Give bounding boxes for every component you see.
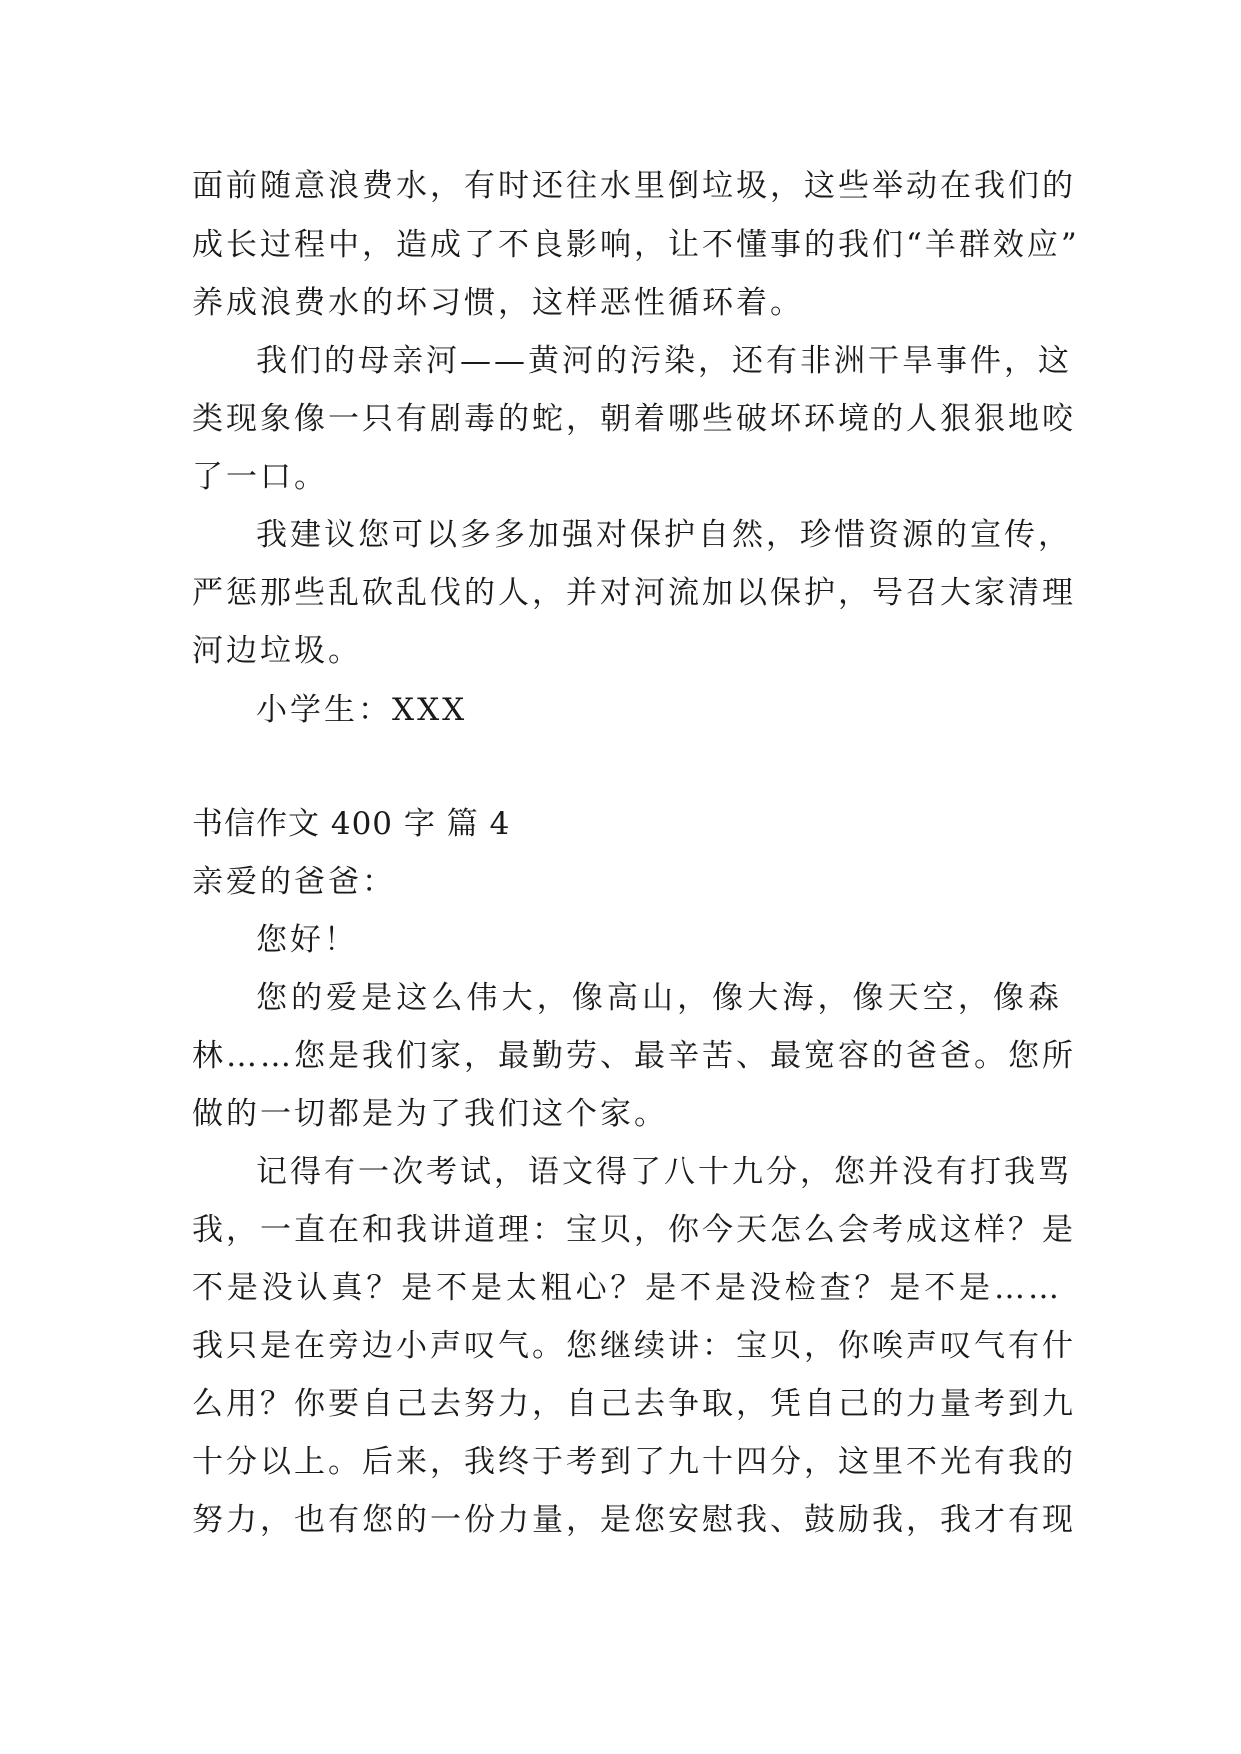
paragraph-line: 面前随意浪费水，有时还往水里倒垃圾，这些举动在我们的	[192, 168, 1076, 204]
paragraph-line: 类现象像一只有剧毒的蛇，朝着哪些破坏环境的人狠狠地咬	[192, 401, 1076, 437]
paragraph-line: 您的爱是这么伟大，像高山，像大海，像天空，像森	[256, 980, 1062, 1016]
paragraph-line: 河边垃圾。	[192, 633, 362, 669]
paragraph-line: 十分以上。后来，我终于考到了九十四分，这里不光有我的	[192, 1444, 1076, 1480]
paragraph-line: 么用？你要自己去努力，自己去争取，凭自己的力量考到九	[192, 1386, 1076, 1422]
paragraph-line: 记得有一次考试，语文得了八十九分，您并没有打我骂	[256, 1154, 1072, 1190]
paragraph-line: 林……您是我们家，最勤劳、最辛苦、最宽容的爸爸。您所	[192, 1038, 1076, 1074]
signature: 小学生：XXX	[256, 692, 468, 728]
paragraph-line: 努力，也有您的一份力量，是您安慰我、鼓励我，我才有现	[192, 1502, 1076, 1538]
section-heading: 书信作文 400 字 篇 4	[192, 806, 511, 842]
paragraph-line: 成长过程中，造成了不良影响，让不懂事的我们“羊群效应”	[192, 227, 1080, 263]
paragraph-line: 我只是在旁边小声叹气。您继续讲：宝贝，你唉声叹气有什	[192, 1328, 1076, 1364]
paragraph-line: 了一口。	[192, 459, 328, 495]
greeting: 您好！	[256, 922, 358, 958]
paragraph-line: 养成浪费水的坏习惯，这样恶性循环着。	[192, 285, 804, 321]
paragraph-line: 做的一切都是为了我们这个家。	[192, 1096, 668, 1132]
paragraph-line: 我，一直在和我讲道理：宝贝，你今天怎么会考成这样？是	[192, 1212, 1076, 1248]
paragraph-line: 我们的母亲河——黄河的污染，还有非洲干旱事件，这	[256, 343, 1072, 379]
paragraph-line: 严惩那些乱砍乱伐的人，并对河流加以保护，号召大家清理	[192, 575, 1076, 611]
paragraph-line: 我建议您可以多多加强对保护自然，珍惜资源的宣传，	[256, 517, 1072, 553]
salutation: 亲爱的爸爸：	[192, 864, 396, 900]
paragraph-line: 不是没认真？是不是太粗心？是不是没检查？是不是……	[192, 1270, 1062, 1306]
